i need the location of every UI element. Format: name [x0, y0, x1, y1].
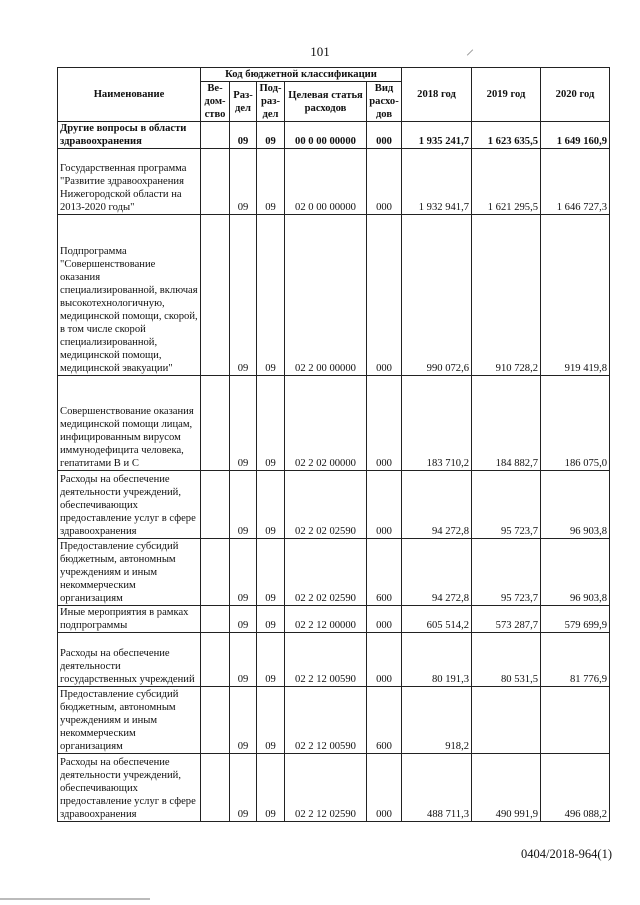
row-2020: 186 075,0 [541, 376, 610, 471]
row-2018: 1 932 941,7 [402, 149, 472, 215]
row-vid: 600 [367, 687, 402, 754]
row-podrazdel: 09 [257, 754, 285, 822]
row-target: 02 2 02 02590 [285, 471, 367, 539]
header-name: Наименование [58, 68, 201, 122]
row-2019: 95 723,7 [472, 471, 541, 539]
row-name: Предоставление субсидий бюджетным, автономным учреждениям и иным некоммерческим организациям [58, 539, 201, 606]
row-podrazdel: 09 [257, 471, 285, 539]
row-2020: 1 649 160,9 [541, 122, 610, 149]
header-target: Целевая статья расходов [285, 82, 367, 122]
row-2019: 80 531,5 [472, 633, 541, 687]
row-vid: 000 [367, 122, 402, 149]
row-2020: 96 903,8 [541, 471, 610, 539]
row-2020: 81 776,9 [541, 633, 610, 687]
row-name: Предоставление субсидий бюджетным, автономным учреждениям и иным некоммерческим организациям [58, 687, 201, 754]
row-ved [201, 149, 230, 215]
row-name: Другие вопросы в области здравоохранения [58, 122, 201, 149]
scan-edge-line [0, 898, 150, 900]
row-2020 [541, 687, 610, 754]
row-2019: 573 287,7 [472, 606, 541, 633]
row-2018: 94 272,8 [402, 471, 472, 539]
row-podrazdel: 09 [257, 633, 285, 687]
row-podrazdel: 09 [257, 376, 285, 471]
document-code: 0404/2018-964(1) [521, 847, 612, 861]
row-podrazdel: 09 [257, 687, 285, 754]
budget-table [57, 67, 610, 822]
row-ved [201, 633, 230, 687]
row-2020: 96 903,8 [541, 539, 610, 606]
row-2018: 488 711,3 [402, 754, 472, 822]
row-2018: 990 072,6 [402, 215, 472, 376]
row-target: 02 2 02 00000 [285, 376, 367, 471]
row-name: Расходы на обеспечение деятельности учреждений, обеспечивающих предоставление услуг в сфере здравоохранения [58, 754, 201, 822]
row-razdel: 09 [230, 215, 257, 376]
row-ved [201, 606, 230, 633]
row-2019: 1 623 635,5 [472, 122, 541, 149]
table-row [58, 149, 610, 215]
row-vid: 000 [367, 754, 402, 822]
row-ved [201, 754, 230, 822]
row-target: 02 2 02 02590 [285, 539, 367, 606]
row-2019: 184 882,7 [472, 376, 541, 471]
row-2018: 1 935 241,7 [402, 122, 472, 149]
row-2019 [472, 687, 541, 754]
header-2020: 2020 год [541, 68, 610, 122]
row-razdel: 09 [230, 471, 257, 539]
row-vid: 000 [367, 376, 402, 471]
row-vid: 000 [367, 149, 402, 215]
row-razdel: 09 [230, 606, 257, 633]
table-row [58, 606, 610, 633]
row-2020: 579 699,9 [541, 606, 610, 633]
row-razdel: 09 [230, 122, 257, 149]
row-vid: 000 [367, 471, 402, 539]
table-row [58, 754, 610, 822]
header-podrazdel: Под-раз-дел [257, 82, 285, 122]
table-row [58, 471, 610, 539]
row-2018: 80 191,3 [402, 633, 472, 687]
row-2019: 490 991,9 [472, 754, 541, 822]
row-name: Иные мероприятия в рамках подпрограммы [58, 606, 201, 633]
row-razdel: 09 [230, 376, 257, 471]
row-target: 00 0 00 00000 [285, 122, 367, 149]
row-2018: 605 514,2 [402, 606, 472, 633]
header-2018: 2018 год [402, 68, 472, 122]
table-row [58, 633, 610, 687]
row-ved [201, 376, 230, 471]
row-podrazdel: 09 [257, 122, 285, 149]
row-2019: 95 723,7 [472, 539, 541, 606]
row-ved [201, 539, 230, 606]
page-number: 101 [310, 44, 330, 59]
row-target: 02 2 00 00000 [285, 215, 367, 376]
row-2020: 919 419,8 [541, 215, 610, 376]
row-ved [201, 122, 230, 149]
row-vid: 600 [367, 539, 402, 606]
row-vid: 000 [367, 215, 402, 376]
row-target: 02 2 12 00000 [285, 606, 367, 633]
header-vid: Вид расхо-дов [367, 82, 402, 122]
table-row [58, 122, 610, 149]
row-ved [201, 215, 230, 376]
row-2019: 1 621 295,5 [472, 149, 541, 215]
row-2019: 910 728,2 [472, 215, 541, 376]
header-2019: 2019 год [472, 68, 541, 122]
row-target: 02 2 12 00590 [285, 687, 367, 754]
row-ved [201, 687, 230, 754]
row-ved [201, 471, 230, 539]
row-razdel: 09 [230, 754, 257, 822]
row-podrazdel: 09 [257, 539, 285, 606]
row-razdel: 09 [230, 149, 257, 215]
table-row [58, 687, 610, 754]
row-podrazdel: 09 [257, 606, 285, 633]
row-2018: 918,2 [402, 687, 472, 754]
table-row [58, 215, 610, 376]
header-razdel: Раз-дел [230, 82, 257, 122]
row-name: Совершенствование оказания медицинской помощи лицам, инфицированным вирусом иммунодефицита человека, гепатитами В и С [58, 376, 201, 471]
row-target: 02 2 12 00590 [285, 633, 367, 687]
row-razdel: 09 [230, 687, 257, 754]
header-vedomstvo: Ве-дом-ство [201, 82, 230, 122]
row-name: Расходы на обеспечение деятельности учреждений, обеспечивающих предоставление услуг в сфере здравоохранения [58, 471, 201, 539]
row-vid: 000 [367, 606, 402, 633]
table-row [58, 539, 610, 606]
row-target: 02 0 00 00000 [285, 149, 367, 215]
row-razdel: 09 [230, 633, 257, 687]
row-vid: 000 [367, 633, 402, 687]
row-podrazdel: 09 [257, 149, 285, 215]
row-2018: 94 272,8 [402, 539, 472, 606]
header-budget-code-group: Код бюджетной классификации [201, 68, 402, 82]
row-podrazdel: 09 [257, 215, 285, 376]
row-name: Подпрограмма "Совершенствование оказания специализированной, включая высокотехнологичную, медицинской помощи, скорой, в том числе скорой специализированной, медицинской помощи, медицинской эвакуации" [58, 215, 201, 376]
row-2020: 1 646 727,3 [541, 149, 610, 215]
row-name: Расходы на обеспечение деятельности государственных учреждений [58, 633, 201, 687]
row-2018: 183 710,2 [402, 376, 472, 471]
row-razdel: 09 [230, 539, 257, 606]
row-2020: 496 088,2 [541, 754, 610, 822]
table-row [58, 376, 610, 471]
row-name: Государственная программа "Развитие здравоохранения Нижегородской области на 2013-2020 годы" [58, 149, 201, 215]
row-target: 02 2 12 02590 [285, 754, 367, 822]
